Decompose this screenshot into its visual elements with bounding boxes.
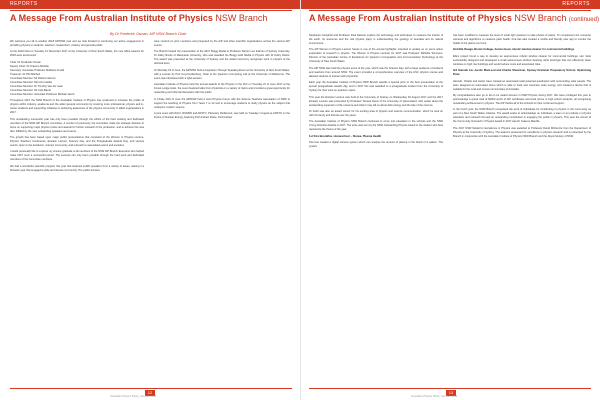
left-column-1 [10,40,144,175]
footer-text: Australian Physics 55(1) | Jan-Feb 2018 [110,395,157,398]
paragraph: Hannah, Charlie and Austin have created an automated solar-powered quadcopter with surrounding solar panels. The team designed an automated drone which is able to track and maximise solar energy, and created a device that is suitable for the rural and remote communities of Australia. [453,79,591,91]
right-column-1 [309,34,443,152]
paragraph: The Branch hosted the presentation of the 2017 Bragg Medal to Professor Darren Lee Kalman of Sydney University, Dr Kathy Rocks of Macquarie University, who was awarded the Bragg Gold Medal in Physics with Dr Kathy Rocks. The award was presented at the University of Sydney and the award ceremony recognises work in physics at the doctoral level. [154,50,290,66]
section-label: REPORTS [562,1,590,7]
winner-heading: 2nd Ella Ihuaga, Brown College, Autonomous robotic window cleaner for commercial buildings [453,48,575,52]
footer-text: Australian Physics 55(1) | Jan-Feb 2018 [411,395,458,398]
paragraph: The 2017 NSW Medal for Excellence in Physics was awarded to Professor David McKenzie from the Department of Physics at the University of Sydney. The award is presented for excellence in physics research and is presented by the Branch in conjunction with the Australian Institute of Physics NSW Branch and the Royal Society of NSW. [453,126,591,138]
page-number: 13 [446,390,456,396]
right-column-2 [453,34,591,141]
paragraph: In the fourth year, the NSW Branch recognised the work of individuals for contributing to physics in the community as part of a New South Wales initiative. The award seeks to acknowledge an individual, a team or an institute in physics education and outreach through an outstanding contribution in engaging the public in physics. This year the winner of the Community Outreach in Physics Award in 2017 was Dr Graeme Melville. [453,108,591,124]
right-page [300,0,600,400]
office-bearers-list [10,61,144,97]
header-rule [10,10,292,11]
list-item: Committee Member: Dr Timothy Van der Laan [10,84,63,88]
article-title [10,13,267,23]
paragraph: We welcome you all to another 2018 AIPNSW year and we look forward to continuing our active engagement in providing physics to students, teachers, researchers, industry and general public. [10,40,144,47]
paragraph: The growth has been based upon major public presentations that consisted of the Women in Physics Lecture, Physics Teachers Conference, Einstein Lecture, Science Day, and the Postgraduate Awards Day, and various events, open to the academic, science community, and outreach to associated events and societies. [10,135,144,147]
header-rule [309,10,591,11]
page-number: 12 [145,390,155,396]
paragraph: The Australian Institute of Physics NSW Branch continued to come into education in the schools and the NSW Young Scientist Awards in 2017. The prize was won by the NSW Outstanding Physics Award to the student who best represents the theme of the year. [309,120,443,132]
paragraph: This year the Einstein Lecture was held at the University of Sydney on Wednesday 30 August 2017 and the 2017 Einstein Lecture was presented by Professor Tamara Davis of the University of Queensland, who spoke about the accelerating expansion of the universe and what it may tell us about dark energy and the fate of the cosmos. [309,95,443,107]
paragraph: Throughout 2017 the NSW Branch of the Australian Institute of Physics has continued to increase the profile of physics within industry, academia and the wider general community by covering more professional, physics and in-career students and supporting initiatives in achieving awareness of the physics community in allied organisations in 2017. [10,99,144,115]
paragraph: Australian Institute of Physics held the annual awards of the Physics in the Pub on Tuesday 21 of June 2017 at the Forest Lodge Hotel, the event featured talks from physicists on a variety of topics and provided a great opportunity for networking and informal discussion with the public. [154,83,290,95]
list-item: Chair: Dr Frederick Osman [10,60,41,64]
byline: By Dr Frederick Osman, AIP NSW Branch Chair [110,32,187,36]
footer-rule [309,388,591,389]
paragraph: My congratulations also go to all of our award winners in NSW Physics during 2017. We were privileged this year to acknowledge a grand total of $2000 worth of AIP certificates and book prizes to high school students, all recognising outstanding achievement in physics. The AIP thanks all of the schools for their continued support. [453,93,591,105]
article-title-continued [309,13,599,23]
list-item: Committee Member: Mr Robert Harmon [10,76,56,80]
paragraph: In Friday 23rd of June the AIPNSW held a Joint Physics Forum with the Science Teachers Association of NSW to support the teaching of Physics from Years 7 to 12 and to encourage students to study physics as the subject that underpins modern science. [154,97,290,109]
list-item: Committee Member: Mr Cole Barrie [10,88,51,92]
section-label: REPORTS [10,1,38,7]
title-continued: (continued) [568,17,599,23]
winner-heading: 1st Kira Bouraflus, Homeschool – Shewa, Plasma Health [309,134,382,138]
list-item: Committee Member: Mrs Ann Hardie [10,80,53,84]
paragraph: Kira has created a digital camera system which can analyse the amount of plasma in the blood of a patient. The system [309,141,443,149]
list-item: Treasurer: Dr Phil Mitchell [10,72,40,76]
title-main: A Message From Australian Institute of Physics [10,13,216,23]
paragraph: We had a wonderful scientific program this year that featured prolific speakers from a variety of areas, making it a fantastic year that engaged a wide and diverse community. The public lectures [10,164,144,172]
paragraph: On Monday 15 of June, the AIPNSW held a Inspiration Through Speaking Event at the University of New South Wales, with a Lecture by Prof Lloyd Hollenberg, Chair of the Quantum Computing Lab at the University of Melbourne. The event was introduced with a Q&A session. [154,68,290,80]
title-main: A Message From Australian Institute of Physics [309,13,515,23]
list-item: Committee Member: Associate Professor Michael Jacob [10,92,75,96]
list-item: Secretary: Associate Professor Matthew Arnold [10,68,65,72]
left-column-2 [154,40,290,122]
paragraph: Each year the Australian Institute of Physics NSW Branch awards a special prize to the best presentation at the annual postgraduate awards day, and in 2017 this was awarded to a postgraduate student from the University of Sydney for their work on quantum optics. [309,81,443,93]
winner-heading: 3rd Hannah Liu, Austin MacLeod and Charlie Shearman, Sydney Grammar Preparatory School, Optimising Drive [453,69,591,77]
paragraph: The AIP NSW also held the physics event of the year, which was the Science Day, with a large audience of students and teachers from around NSW. The event provided a comprehensive overview of the HSC physics course and allowed students to interact with physicists. [309,66,443,78]
list-item: Deputy Chair: Dr Graeme Melville [10,64,49,68]
paragraph: Ella's project found a way to develop an autonomous robotic window cleaner for commercial buildings. Her robot successfully designed and developed a small autonomous window cleaning robot prototype that can effectively clean windows on high rise buildings and would reduce costs and associated risks. [453,54,591,66]
paragraph: I would personally like to express my sincere gratitude to all members of the NSW AIP Branch Executive who helped make 2017 such a successful period. The success can only been possible through the hard work and dedicated members of the committee members. [10,150,144,162]
paragraph: Stephanie Campbell and Professor Paul Dastoor explore the technology and techniques to measure the interior of the earth, its resources and the role physics plays in understanding the geology of Australia and its natural environment. [309,34,443,45]
paragraph: has been modified to measure the level of small light quantum to take photos of plants. To complement the computer cameras and algorithms to measure plant health, Kira has also created a mobile and friendly user app to monitor the health of the plants over time. [453,34,591,45]
section-header-bar [0,0,300,9]
paragraph: This outstanding successful year has only been possible through the efforts of the hard working and dedicated members of the NSW AIP Branch committee. A number of previously, the committee made the strategic decision to focus on supporting major physics prizes and awards for further outreach of the profession, and to achieve this was then fulfilled by the new outstanding speakers and events. [10,117,144,133]
footer-rule [10,388,292,389]
title-branch: NSW Branch [215,13,268,23]
paragraph: A joint event with RACI, RSNSW and ANSTO, Planetary Parliament, was held on Tuesday 1 August at ANSTO on the Future of Nuclear Energy, featuring Prof Andrew Peele, Prof Andrew [154,111,290,119]
section-header-bar [301,0,600,9]
paragraph: were centred on prior members and presented by the AIP and other scientific organisations across the various AIP events. [154,40,290,47]
paragraph: The AIP Women in Physics Lecture Series is one of the annual highlights, intended to update us on some active exploration of research in physics. The Women in Physics Lecturer for 2017 was Professor Michelle Simmons, Director of the Australian Centre of Excellence for Quantum Computation and Communication Technology at the University of New South Wales. [309,48,443,64]
paragraph: Dr Keith was also an award winner for his exciting area of physics and science communication, which he took on with his family and friends over the years. [309,109,443,117]
paragraph: At the AGM held on Tuesday 13 November 2017 at the University of New South Wales, the new office bearers for 2018 were announced: [10,50,144,58]
title-branch: NSW Branch [514,13,567,23]
